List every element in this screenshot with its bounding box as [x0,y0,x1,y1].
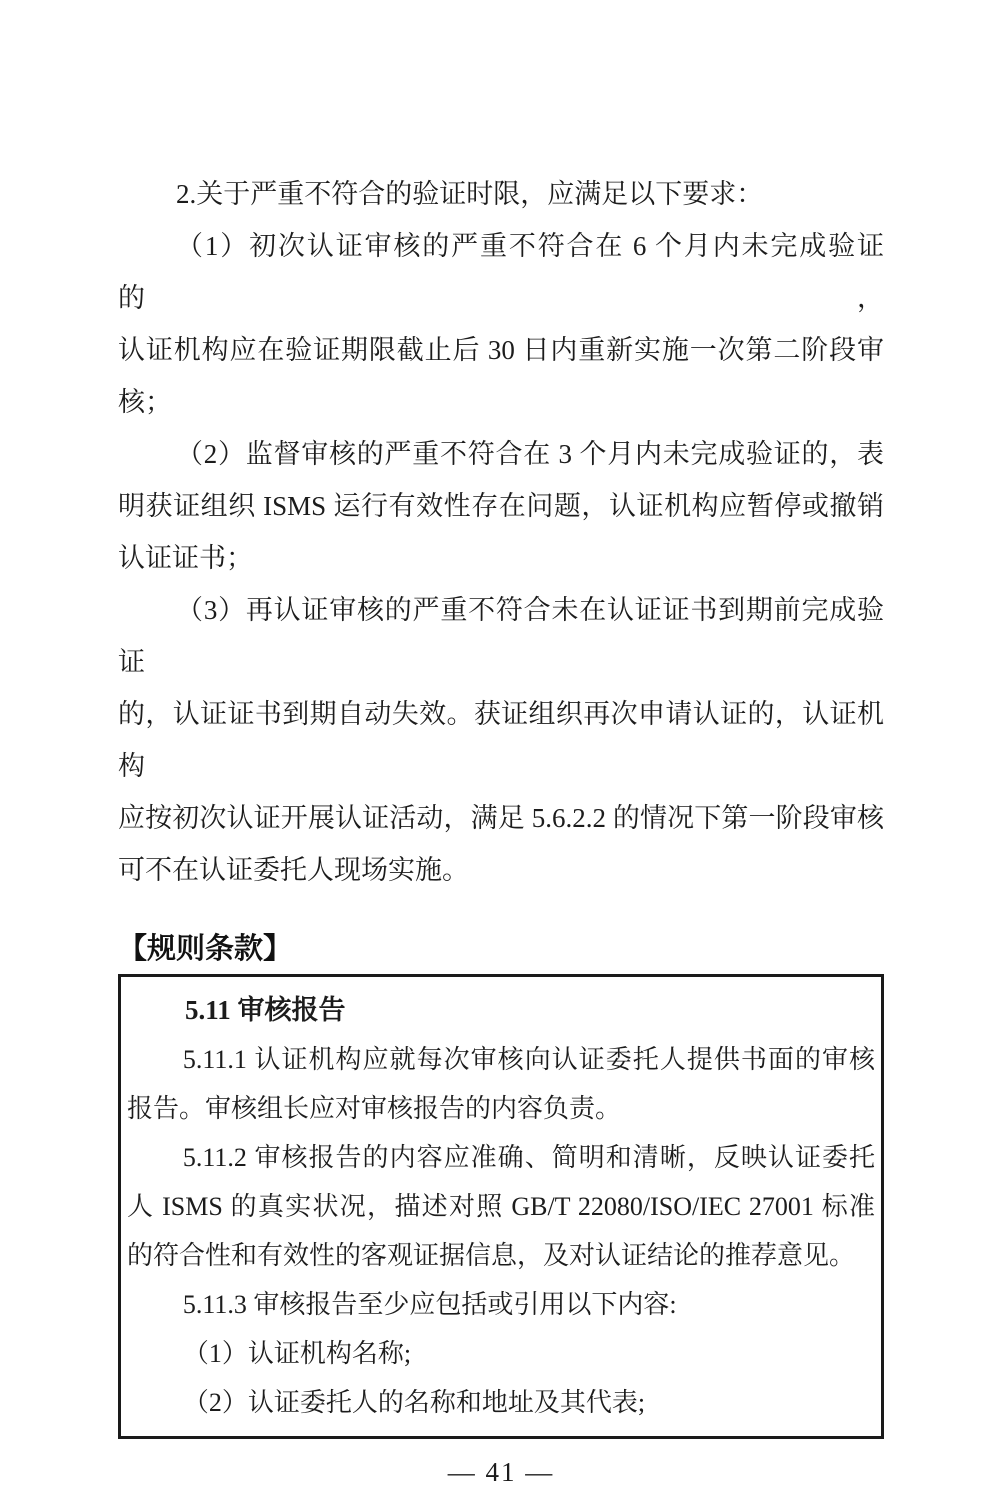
text-line: 认证机构应在验证期限截止后 30 日内重新实施一次第二阶段审 [118,335,884,365]
text-line: 明获证组织 ISMS 运行有效性存在问题，认证机构应暂停或撤销 [118,491,884,521]
text-line: 人 ISMS 的真实状况，描述对照 GB/T 22080/ISO/IEC 27001 标准 [127,1192,875,1221]
paragraph-item-1-initial-audit [118,220,884,428]
rule-paragraph-5-11-1 [127,1035,875,1133]
paragraph-item-3-recertification-audit [118,584,884,896]
body-text [118,168,884,896]
text-line: （2）监督审核的严重不符合在 3 个月内未完成验证的，表 [176,439,884,469]
text-line: 5.11.2 审核报告的内容应准确、简明和清晰，反映认证委托 [182,1143,875,1172]
rule-clause-title: 5.11 审核报告 [185,995,346,1025]
text-line: 的，认证证书到期自动失效。获证组织再次申请认证的，认证机构 [118,699,884,781]
paragraph-item-2-surveillance-audit [118,428,884,584]
rule-paragraph-5-11-3 [127,1280,875,1329]
rule-paragraph-5-11-2 [127,1133,875,1280]
text-line: （2）认证委托人的名称和地址及其代表; [182,1388,646,1417]
text-line: 的符合性和有效性的客观证据信息，及对认证结论的推荐意见。 [127,1241,856,1270]
rules-box [118,974,884,1439]
rule-list-item-2 [127,1378,875,1427]
text-line: 5.11.1 认证机构应就每次审核向认证委托人提供书面的审核 [182,1045,875,1074]
rule-list-item-1 [127,1329,875,1378]
text-line: （3）再认证审核的严重不符合未在认证证书到期前完成验证 [118,595,884,677]
text-line: 可不在认证委托人现场实施。 [118,855,469,885]
page-number: — 41 — [447,1457,555,1487]
rules-section-heading: 【规则条款】 [118,933,293,965]
text-line: 核； [118,387,172,417]
text-line: （1）初次认证审核的严重不符合在 6 个月内未完成验证的， [118,231,884,313]
text-line: （1）认证机构名称; [182,1339,412,1368]
text-line: 2.关于严重不符合的验证时限，应满足以下要求： [176,179,764,209]
text-line: 认证证书； [118,543,253,573]
paragraph-verification-intro [118,168,884,220]
text-line: 5.11.3 审核报告至少应包括或引用以下内容: [182,1290,677,1319]
text-line: 应按初次认证开展认证活动，满足 5.6.2.2 的情况下第一阶段审核 [118,803,884,833]
text-line: 报告。审核组长应对审核报告的内容负责。 [127,1094,622,1123]
